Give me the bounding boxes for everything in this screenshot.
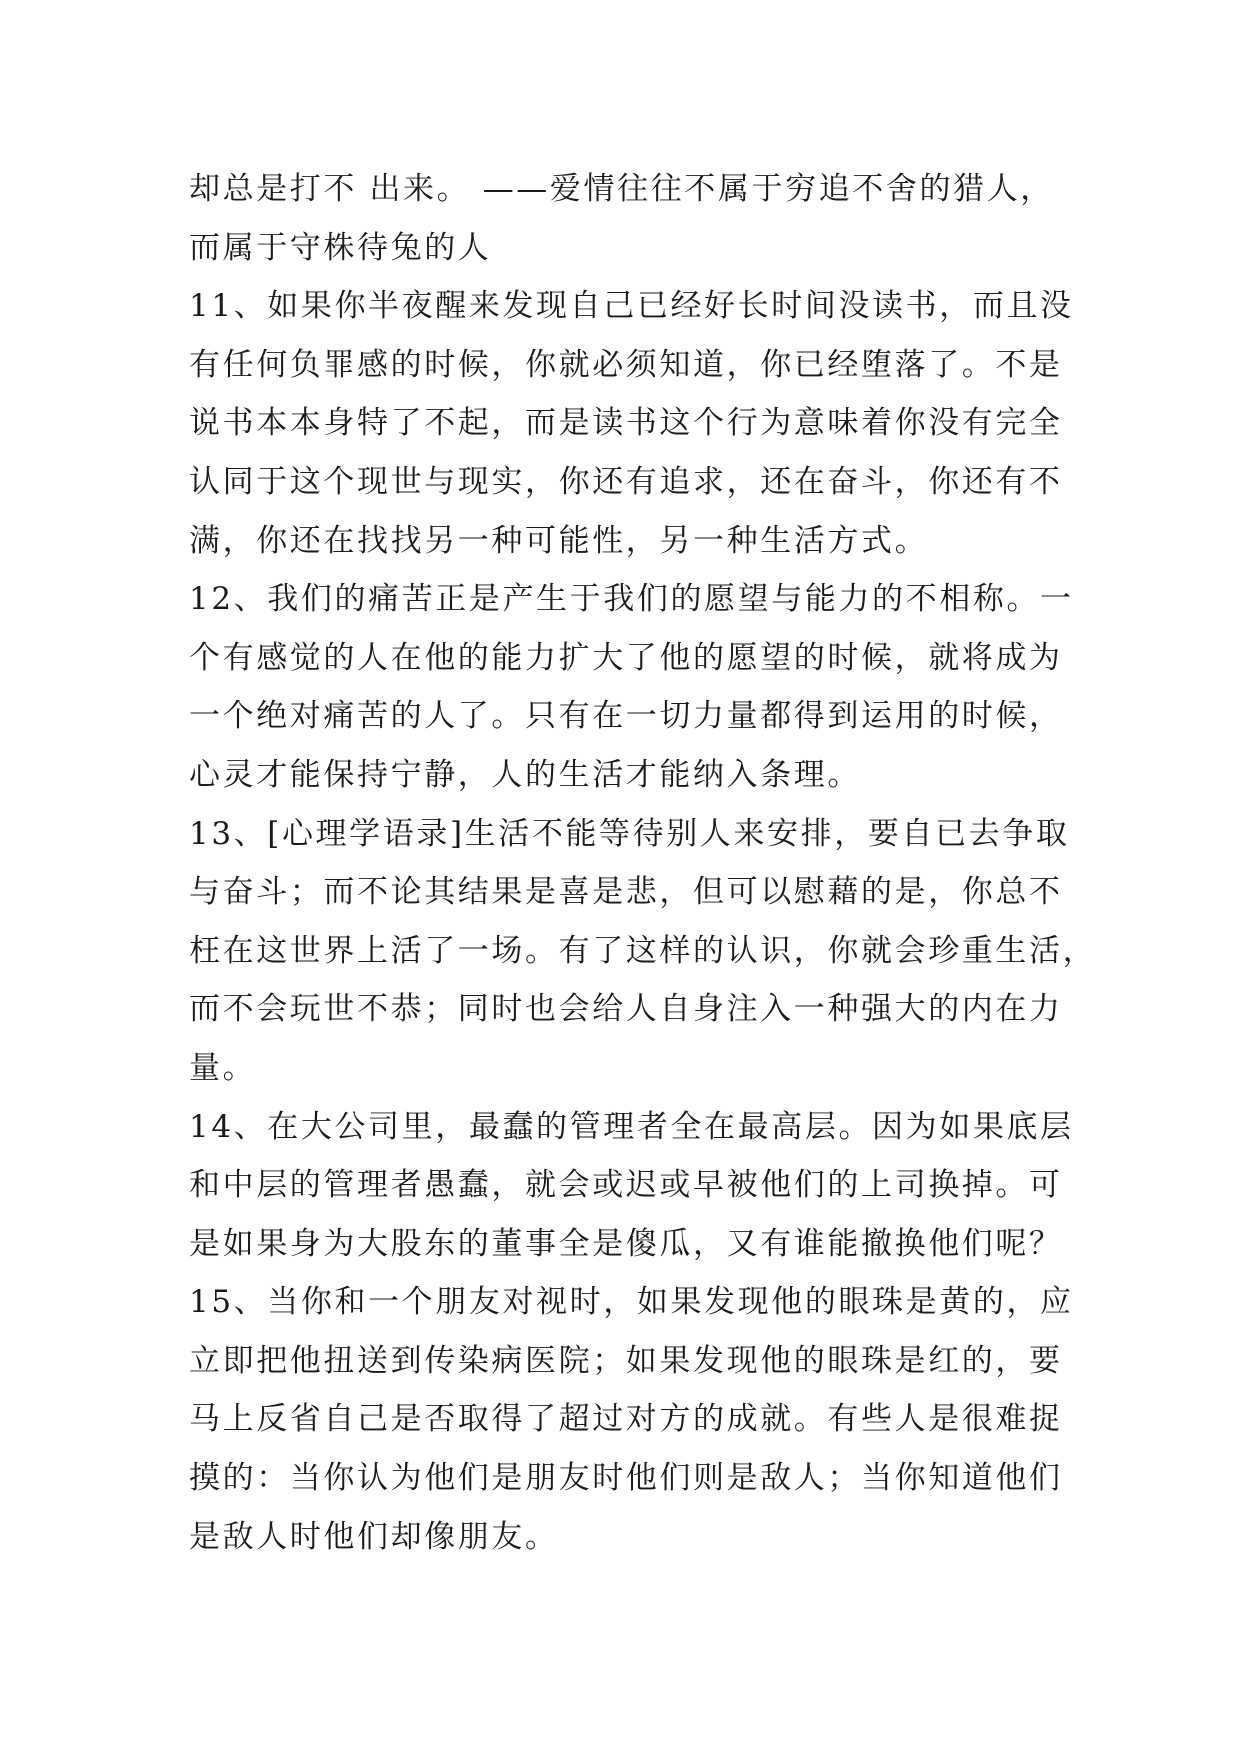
text-line: 11、如果你半夜醒来发现自己已经好长时间没读书，而且没 xyxy=(189,288,1074,325)
text-line: 说书本本身特了不起，而是读书这个行为意味着你没有完全 xyxy=(189,405,1063,442)
text-line: 一个绝对痛苦的人了。只有在一切力量都得到运用的时候， xyxy=(189,698,1063,735)
text-line: 和中层的管理者愚蠢，就会或迟或早被他们的上司换掉。可 xyxy=(189,1167,1063,1204)
text-line: 马上反省自己是否取得了超过对方的成就。有些人是很难捉 xyxy=(189,1401,1063,1438)
text-line: 摸的：当你认为他们是朋友时他们则是敌人；当你知道他们 xyxy=(189,1460,1063,1497)
text-line: 枉在这世界上活了一场。有了这样的认识，你就会珍重生活， xyxy=(189,932,1097,969)
text-line: 14、在大公司里，最蠢的管理者全在最高层。因为如果底层 xyxy=(189,1108,1074,1145)
text-line: 个有感觉的人在他的能力扩大了他的愿望的时候，就将成为 xyxy=(189,639,1063,676)
text-line: 15、当你和一个朋友对视时，如果发现他的眼珠是黄的，应 xyxy=(189,1284,1074,1321)
text-line: 13、[心理学语录]生活不能等待别人来安排，要自已去争取 xyxy=(189,815,1070,852)
text-line: 12、我们的痛苦正是产生于我们的愿望与能力的不相称。一 xyxy=(189,581,1074,618)
text-line: 满，你还在找找另一种可能性，另一种生活方式。 xyxy=(189,522,929,559)
text-line: 而不会玩世不恭；同时也会给人自身注入一种强大的内在力 xyxy=(189,991,1063,1028)
text-line: 是如果身为大股东的董事全是傻瓜，又有谁能撤换他们呢？ xyxy=(189,1225,1063,1262)
text-line: 而属于守株待兔的人 xyxy=(189,229,492,266)
text-line: 有任何负罪感的时候，你就必须知道，你已经堕落了。不是 xyxy=(189,346,1063,383)
document-body xyxy=(189,160,1097,1566)
text-line: 认同于这个现世与现实，你还有追求，还在奋斗，你还有不 xyxy=(189,463,1063,500)
text-line: 是敌人时他们却像朋友。 xyxy=(189,1518,559,1555)
text-line: 与奋斗；而不论其结果是喜是悲，但可以慰藉的是，你总不 xyxy=(189,874,1063,911)
text-line: 心灵才能保持宁静，人的生活才能纳入条理。 xyxy=(189,756,861,793)
text-line: 立即把他扭送到传染病医院；如果发现他的眼珠是红的，要 xyxy=(189,1342,1063,1379)
text-line: 量。 xyxy=(189,1049,257,1086)
text-line: 却总是打不 出来。 ——爱情往往不属于穷追不舍的猎人， xyxy=(189,171,1054,207)
